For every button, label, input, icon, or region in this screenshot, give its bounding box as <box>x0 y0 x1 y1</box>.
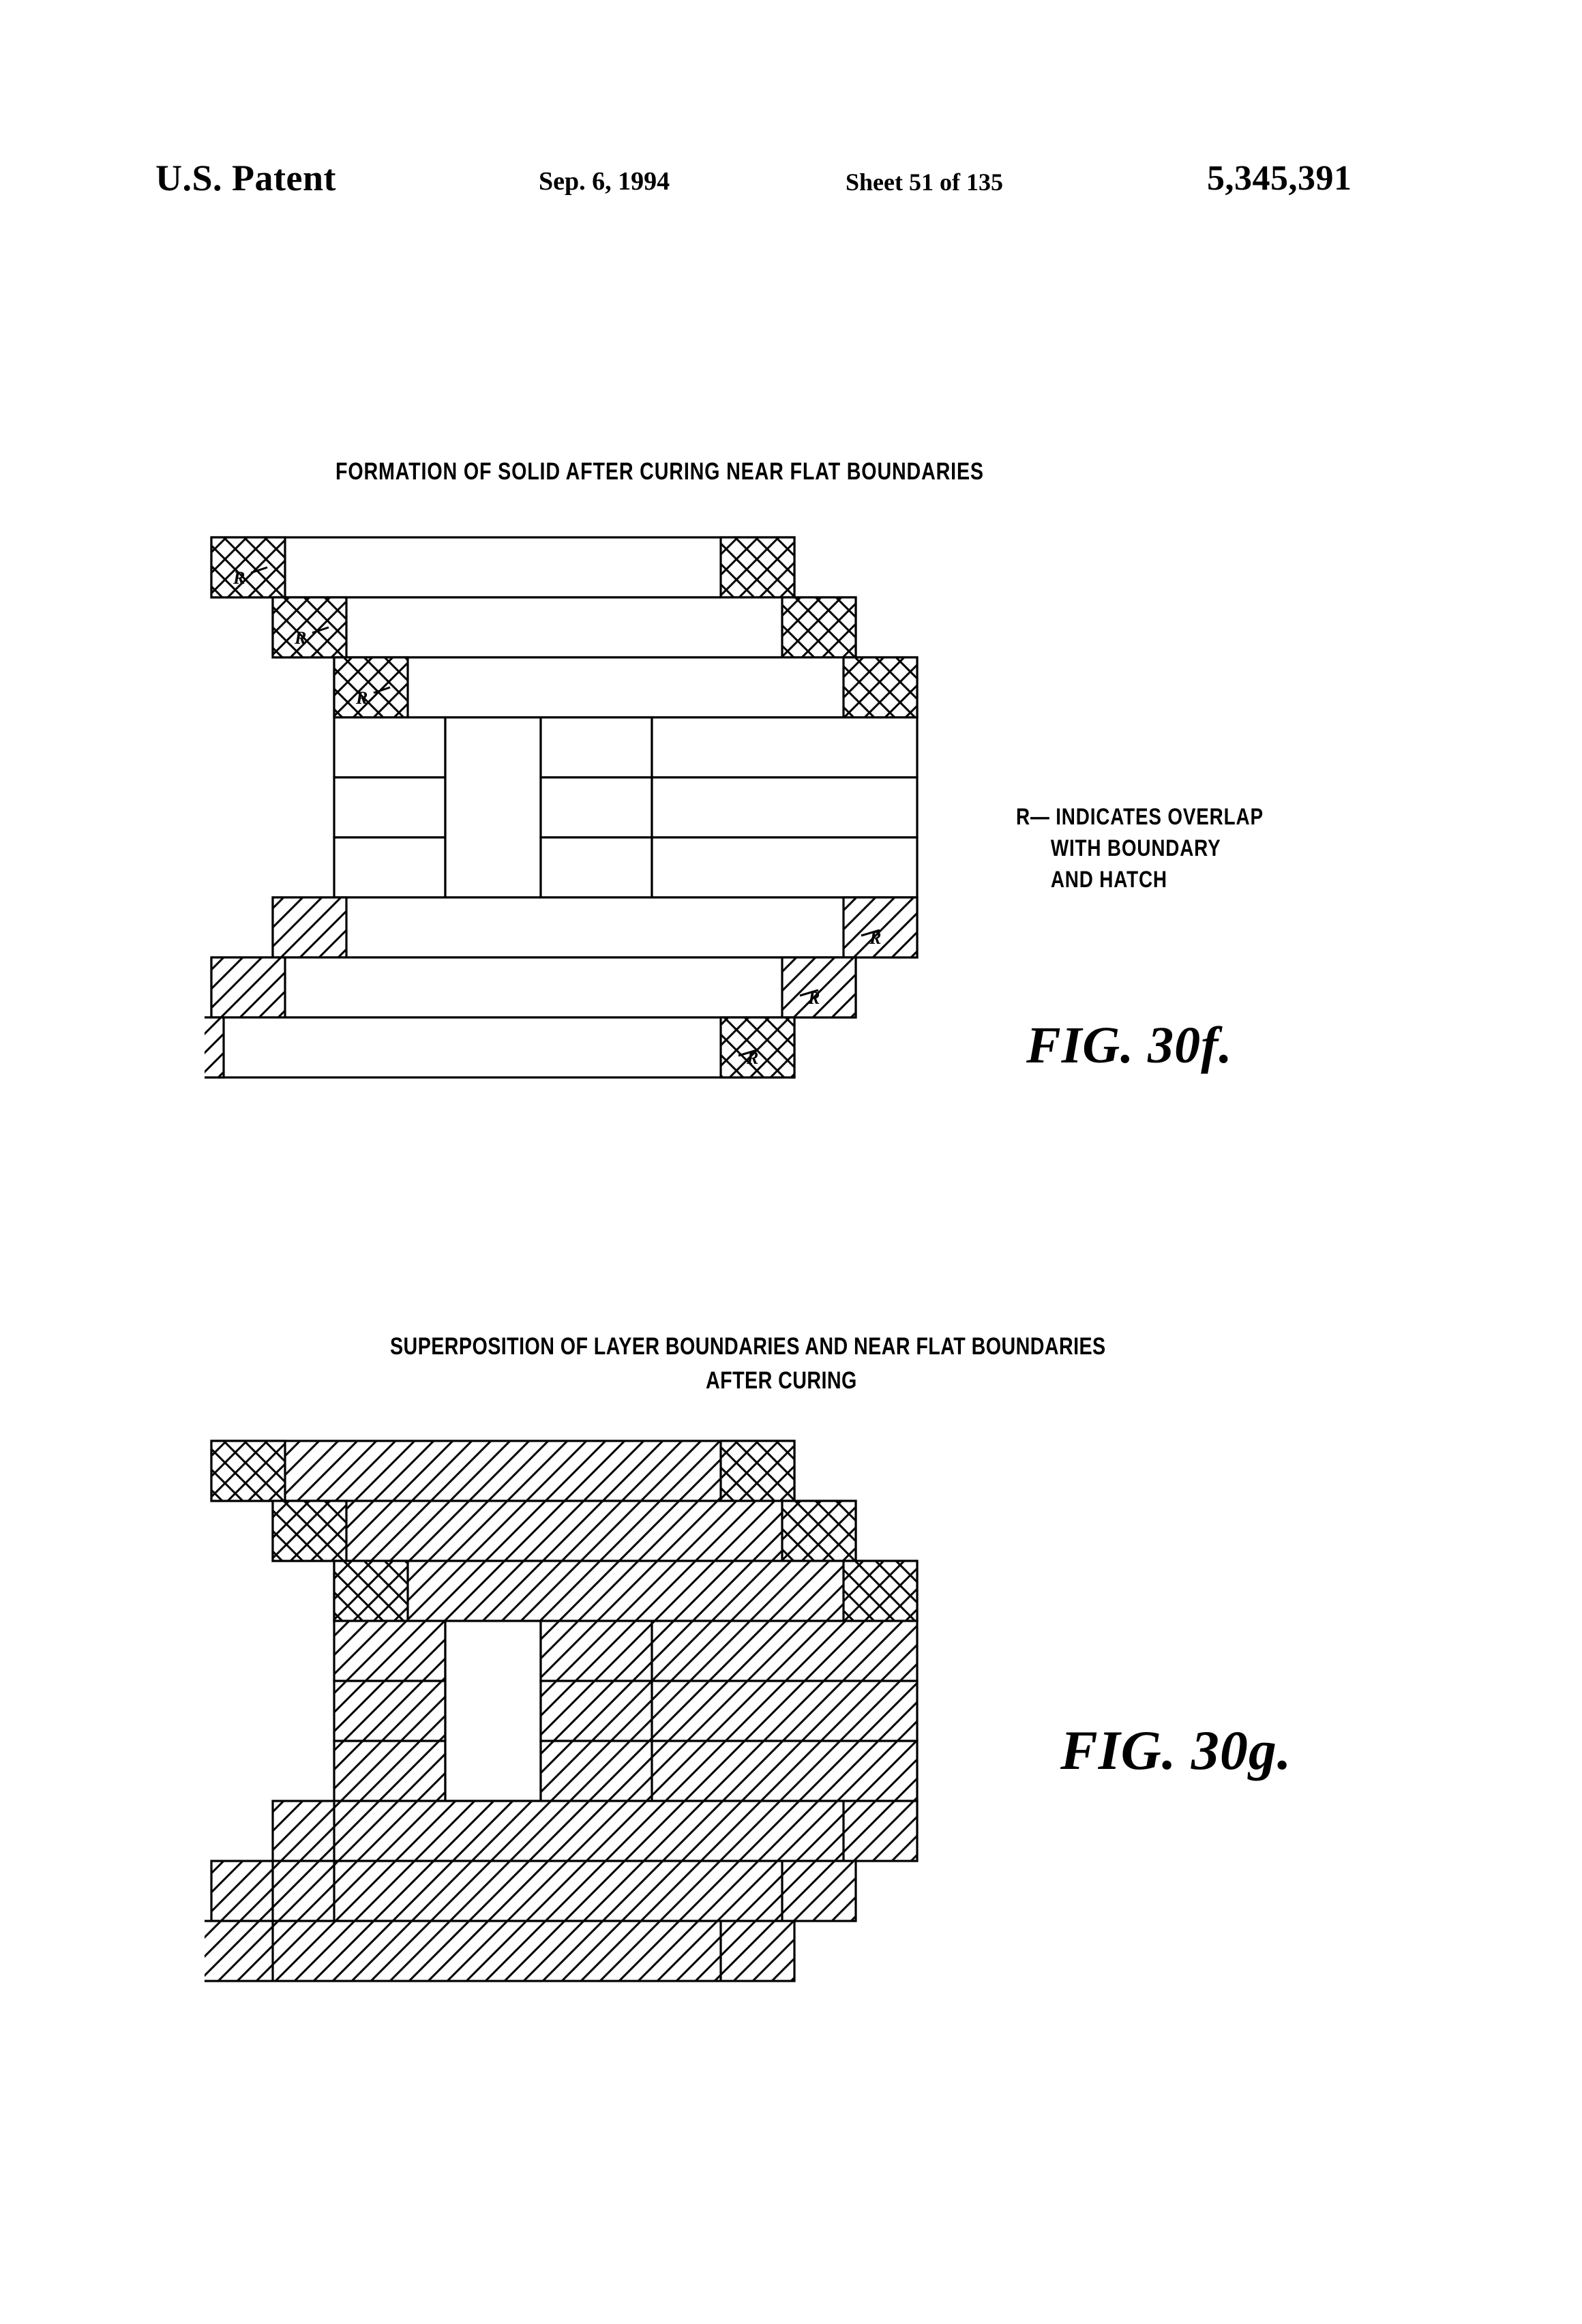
layer-bar-3 <box>334 657 917 717</box>
layer-bar-1 <box>211 537 794 597</box>
hatch-block-5-left <box>211 957 285 1017</box>
figure-30f-label: FIG. 30f. <box>1026 1017 1233 1074</box>
patent-date: Sep. 6, 1994 <box>539 167 670 196</box>
solid-cross-section-30g <box>205 1441 917 1981</box>
legend-line-3: AND HATCH <box>1050 867 1167 893</box>
patent-header <box>0 157 1582 218</box>
annotation-r-6: R <box>747 1048 759 1068</box>
mid-left-2 <box>334 777 445 837</box>
layer-bar-5 <box>211 957 856 1017</box>
mid-left-1 <box>334 1621 445 1681</box>
annotation-r-4: R <box>869 928 882 948</box>
boundary-block-3-left <box>334 1561 408 1621</box>
legend-line-1: R— INDICATES OVERLAP <box>1016 804 1264 830</box>
hatch-block-5-right <box>782 957 856 1017</box>
boundary-block-1-left <box>211 1441 285 1501</box>
legend-line-2: WITH BOUNDARY <box>1050 835 1221 861</box>
mid-left-1 <box>334 717 445 777</box>
mid-right-ext-2 <box>652 777 917 837</box>
boundary-block-3-right <box>844 657 917 717</box>
annotation-r-2: R <box>295 628 307 648</box>
annotation-r-3: R <box>356 688 368 708</box>
boundary-block-2-right <box>782 1501 856 1561</box>
mid-right-ext-1 <box>652 717 917 777</box>
patent-number: 5,345,391 <box>1207 159 1352 198</box>
mid-right-2 <box>541 777 652 837</box>
boundary-block-2-left <box>273 597 346 657</box>
boundary-block-1-left <box>211 537 285 597</box>
layer-bar-3 <box>334 1561 917 1621</box>
figure-30g-title-line1: SUPERPOSITION OF LAYER BOUNDARIES AND NEAR FLAT BOUNDARIES <box>390 1333 1106 1360</box>
layer-bar-1 <box>211 1441 794 1501</box>
mid-left-2 <box>334 1681 445 1741</box>
mid-center-void <box>445 717 541 897</box>
figure-30f-legend <box>1016 801 1264 895</box>
annotation-r-5: R <box>808 988 820 1008</box>
mid-right-2 <box>541 1681 917 1741</box>
mid-right-3 <box>541 837 652 897</box>
layer-bar-4 <box>273 1801 917 1861</box>
boundary-block-2-left <box>273 1501 346 1561</box>
figure-30g-label: FIG. 30g. <box>1060 1719 1292 1781</box>
mid-right-1 <box>541 717 652 777</box>
mid-right-ext-3 <box>652 837 917 897</box>
sheet-number: Sheet 51 of 135 <box>846 168 1003 196</box>
hatch-block-4-left <box>273 897 346 957</box>
layer-bar-6 <box>205 1921 794 1981</box>
figure-30g-title-line2: AFTER CURING <box>706 1367 857 1394</box>
layer-bar-2 <box>273 597 856 657</box>
figure-30g-drawing <box>205 1422 982 2036</box>
mid-center-void <box>445 1621 541 1801</box>
layer-bar-4 <box>273 897 917 957</box>
hatch-block-6-left <box>205 1017 224 1077</box>
boundary-block-6-right <box>721 1017 794 1077</box>
patent-office-label: U.S. Patent <box>155 158 336 198</box>
boundary-block-3-right <box>844 1561 917 1621</box>
boundary-block-2-right <box>782 597 856 657</box>
layer-bar-6 <box>205 1017 794 1077</box>
figure-30f-title: FORMATION OF SOLID AFTER CURING NEAR FLAT BOUNDARIES <box>335 458 984 485</box>
figure-30f-drawing <box>205 518 982 1132</box>
solid-cross-section-30f <box>205 537 917 1077</box>
mid-left-3 <box>334 1741 445 1801</box>
boundary-block-3-left <box>334 657 408 717</box>
boundary-block-1-right <box>721 537 794 597</box>
boundary-block-1-right <box>721 1441 794 1501</box>
mid-right-3 <box>541 1741 917 1801</box>
mid-left-3 <box>334 837 445 897</box>
mid-right-1 <box>541 1621 917 1681</box>
layer-bar-5 <box>211 1861 856 1921</box>
hatch-block-4-right <box>844 897 917 957</box>
annotation-r-1: R <box>233 568 245 588</box>
layer-bar-2 <box>273 1501 856 1561</box>
